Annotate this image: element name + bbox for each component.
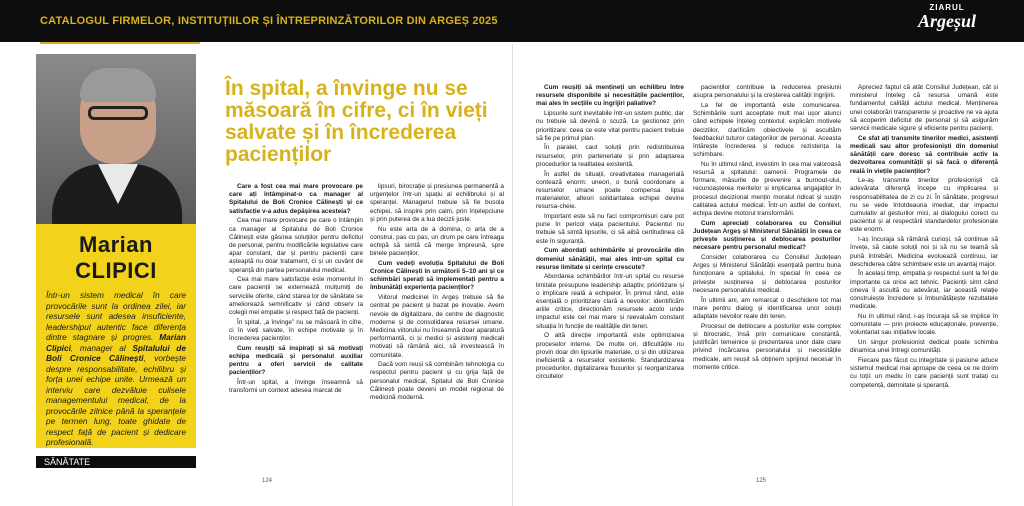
article-column-5: [850, 84, 998, 474]
interview-paragraph: Nu în ultimul rând, i-aș încuraja să se implice în comunitate — prin proiecte educaționale, prevenție, voluntariat sau inițiative locale.: [850, 312, 998, 337]
interview-paragraph: Dacă vom reuși să combinăm tehnologia cu respectul pentru pacient și cu grija față de personalul medical, Spitalul de Boli Cronice Călinești poate deveni un model regional de medicină modernă.: [370, 361, 504, 402]
article-column-4: [693, 84, 841, 474]
catalog-title: CATALOGUL FIRMELOR, INSTITUȚIILOR ȘI ÎNTREPRINZĂTORILOR DIN ARGEȘ 2025: [40, 15, 498, 27]
intro-hospital: Spitalului de Boli Cronice Călinești: [46, 342, 186, 363]
interview-paragraph: Nu este arta de a domina, ci arta de a construi, pas cu pas, un drum pe care întreaga echipă să simtă că merge împreună, spre binele pacienților.: [370, 225, 504, 258]
article-column-2: [370, 183, 504, 473]
interview-question: Cum abordați schimbările și provocările din domeniul sănătății, mai ales într-un spital cu resurse limitate și cerințe crescute?: [536, 247, 684, 271]
interview-paragraph: În paralel, caut soluții prin redistribuirea resurselor, prin parteneriate și prin adaptarea procedurilor la realitatea existentă.: [536, 144, 684, 168]
interview-paragraph: Fiecare pas făcut cu integritate și pasiune aduce sistemul medical mai aproape de ceea ce ne dorim cu toții: un mediu în care pacienții sunt tratați cu competență, demnitate și speranță.: [850, 357, 998, 389]
newspaper-logo: [912, 3, 982, 30]
page-gutter: [512, 44, 513, 506]
intro-part-a: Într-un sistem medical în care provocările sunt la ordinea zilei, iar resursele sunt adesea insuficiente, leadershipul autentic face diferența dintre stagnare și progres.: [46, 290, 186, 342]
top-header-bar: [0, 0, 1024, 42]
section-label-text: SĂNĂTATE: [44, 457, 91, 467]
interview-paragraph: Abordarea schimbărilor într-un spital cu resurse limitate presupune leadership adaptiv, prioritizare și o implicare reală a echipelor. În primul rând, este esențială o prioritizare clară a nevoilor: identificăm ariile critice, direcționăm resursele acolo unde impactul este cel mai mare și reevaluăm constant situația în funcție de realitățile din teren.: [536, 273, 684, 330]
interview-question: Cum reușiți să mențineți un echilibru între resursele disponibile și necesitățile pacienților, mai ales în secțiile cu îngrijiri paliative?: [536, 84, 684, 108]
interview-paragraph: Consider colaborarea cu Consiliul Județean Argeș și Ministerul Sănătății esențială pentru buna funcționare a spitalului, în special în ceea ce privește susținerea și deblocarea posturilor necesare personalului medical.: [693, 254, 841, 294]
interview-paragraph: Nu în ultimul rând, investim în cea mai valoroasă resursă a spitalului: oamenii. Programele de formare, măsurile de prevenire a burnout-ului, recunoașterea meritelor și implicarea angajaților în procesul decizional mențin moralul ridicat și susțin calitatea actului medical. Într-un astfel de context, echipa devine motorul transformării.: [693, 160, 841, 218]
interview-paragraph: Cea mai mare provocare pe care o întâmpin ca manager al Spitalului de Boli Cronice Călinești este găsirea soluțiilor pentru deficitul de personal, pentru modificările legislative care apar constant, dar și pentru pacienții care așteaptă nu doar tratament, ci și un cuvânt de speranță din partea personalului medical.: [229, 217, 363, 274]
interview-question: Ce sfat ați transmite tinerilor medici, asistenți medicali sau altor profesioniști din domeniul sănătății care doresc să contribuie activ la dezvoltarea comunității și să facă o diferență reală în viețile pacienților?: [850, 134, 998, 175]
intro-part-b: , manager al: [70, 342, 133, 353]
interview-paragraph: Viitorul medicinei în Argeș trebuie să fie centrat pe pacient și bazat pe inovație. Avem nevoie de digitalizare, de centre de diagnostic moderne și de consolidarea resursei umane. Medicina viitorului nu înseamnă doar aparatură performantă, ci și medici și asistenți medicali motivați să rămână aici, să investească în comunitate.: [370, 294, 504, 359]
interview-question: Cum vedeți evoluția Spitalului de Boli Cronice Călinești în următorii 5–10 ani și ce schimbări sperați să implementați pentru a îmbunătăți experiența pacienților?: [370, 259, 504, 292]
article-column-3: [536, 84, 684, 474]
interview-paragraph: Procesul de deblocare a posturilor este complex și birocratic, însă prin comunicare constantă, justificări temeinice și prezentarea unor date clare privind încărcarea personalului și necesitățile medicale, am reușit să obținem sprijinul necesar în momente critice.: [693, 322, 841, 371]
intro-part-c: , vorbește despre responsabilitate, echilibru și forța unei echipe unite. Urmează un interviu care dezvăluie culisele managementului medical, de la provocările zilnice până la speranțele pe termen lung, toate ghidate de respect față de pacient și dedicare profesională.: [46, 353, 186, 447]
article-title: În spital, a învinge nu se măsoară în cifre, ci în vieți salvate și în încrederea pacienților: [225, 77, 488, 166]
interview-paragraph: La fel de importantă este comunicarea. Schimbările sunt acceptate mult mai ușor atunci când echipele înțeleg contextul: explicăm motivele deciziilor, clarificăm obiectivele și ascultăm feedbackul tuturor categoriilor de personal. Aceasta întărește încrederea și reduce rezistența la schimbare.: [693, 101, 841, 159]
interview-paragraph: Un singur profesionist dedicat poate schimba dinamica unei întregi comunități.: [850, 339, 998, 355]
interview-paragraph: Apreciez faptul că atât Consiliul Județean, cât și ministerul înțeleg că resursa umană este fundamentul calității actului medical. Menținerea unei colaborări transparente și proactive ne va ajuta să acoperim deficitul de personal și să asigurăm servicii medicale sigure și eficiente pentru pacienți.: [850, 84, 998, 133]
logo-big-text: Argeșul: [917, 11, 977, 31]
portrait-photo: [36, 54, 196, 224]
interview-paragraph: Cea mai mare satisfacție este momentul în care pacienții se externează mulțumiți de serviciile oferite, când starea lor de sănătate se ameliorează semnificativ și când observ la colegii mei empatie și respect față de pacienți.: [229, 276, 363, 317]
profile-last-name: CLIPICI: [75, 258, 157, 283]
portrait-glasses: [88, 106, 148, 120]
interview-paragraph: În același timp, empatia și respectul sunt la fel de importante ca orice act tehnic. Pacienții simt când cineva îi ascultă cu adevărat, iar această relație construiește încredere și îmbunătățește rezultatele medicale.: [850, 270, 998, 311]
interview-question: Cum apreciați colaborarea cu Consiliul Județean Argeș și Ministerul Sănătății în ceea ce privește susținerea și deblocarea posturilor necesare pentru personalul medical?: [693, 219, 841, 252]
section-label: [36, 456, 196, 468]
interview-paragraph: Lipsurile sunt inevitabile într-un sistem public, dar nu trebuie să devină o scuză. Le gestionez prin prioritizare: ceea ce este vital pentru pacient trebuie să fie pe primul plan.: [536, 110, 684, 142]
intro-name: Marian Clipici: [46, 332, 186, 353]
interview-paragraph: În ultimii ani, am remarcat o deschidere tot mai mare pentru dialog și identificarea unor soluții adaptate nevoilor reale din teren.: [693, 296, 841, 320]
page-number-left: 124: [262, 478, 273, 484]
interview-question: Cum reușiți să inspirați și să motivați echipa medicală și personalul auxiliar pentru a oferi servicii de calitate pacienților?: [229, 344, 363, 377]
interview-paragraph: În astfel de situații, creativitatea managerială contează enorm: uneori, o bună coordonare a resurselor umane poate compensa lipsa materialelor, alteori solidaritatea echipei devine resursa-cheie.: [536, 170, 684, 211]
interview-paragraph: Într-un spital, a învinge înseamnă să transformi un context adesea marcat de: [229, 379, 363, 395]
article-column-1: [229, 183, 363, 473]
profile-first-name: Marian: [79, 232, 153, 257]
interview-paragraph: O altă direcție importantă este optimizarea proceselor interne. De multe ori, dificultățile nu provin doar din lipsurile materiale, ci și din utilizarea ineficientă a resurselor existente. Standardizarea procedurilor, digitalizarea fluxurilor și reorganizarea circuitelor: [536, 332, 684, 381]
profile-intro: [46, 290, 186, 448]
interview-paragraph: I-aș încuraja să rămână curioși, să continue să învețe, să caute soluții noi și să nu se teamă să pună întrebări. Medicina evoluează continuu, iar deschiderea către schimbare este un avantaj major.: [850, 236, 998, 268]
interview-paragraph: pacienților contribuie la reducerea presiunii asupra personalului și la creșterea calității îngrijirii.: [693, 84, 841, 100]
interview-paragraph: Important este să nu faci compromisuri care pot pune în pericol viața pacientului. Pacientul nu trebuie să simtă lipsurile, ci să aibă certitudinea că este în siguranță.: [536, 213, 684, 245]
interview-paragraph: În spital, „a învinge” nu se măsoară în cifre, ci în vieți salvate, în echipe motivate și în încrederea pacienților.: [229, 318, 363, 343]
interview-question: Care a fost cea mai mare provocare pe care ați întâmpinat-o ca manager al Spitalului de Boli Cronice Călinești și ce satisfacție v-a adus depășirea acesteia?: [229, 183, 363, 215]
interview-paragraph: Le-aș transmite tinerilor profesioniști că adevărata diferență începe cu implicarea și responsabilitatea de zi cu zi. În sănătate, progresul nu se vede întotdeauna imediat, dar impactul cumulativ al gesturilor mici, al dialogului corect cu pacientul și al respectării standardelor profesionale este enorm.: [850, 177, 998, 234]
page-number-right: 125: [756, 478, 767, 484]
portrait-hair: [80, 68, 156, 102]
interview-paragraph: lipsuri, birocrație și presiunea permanentă a urgențelor într-un spațiu al echilibrului și al speranței. Managerul trebuie să fie busola echipei, să inspire prin calm, prin înțelepciune și prin puterea de a lua decizii juste.: [370, 183, 504, 223]
logo-small-text: ZIARUL: [929, 3, 965, 12]
